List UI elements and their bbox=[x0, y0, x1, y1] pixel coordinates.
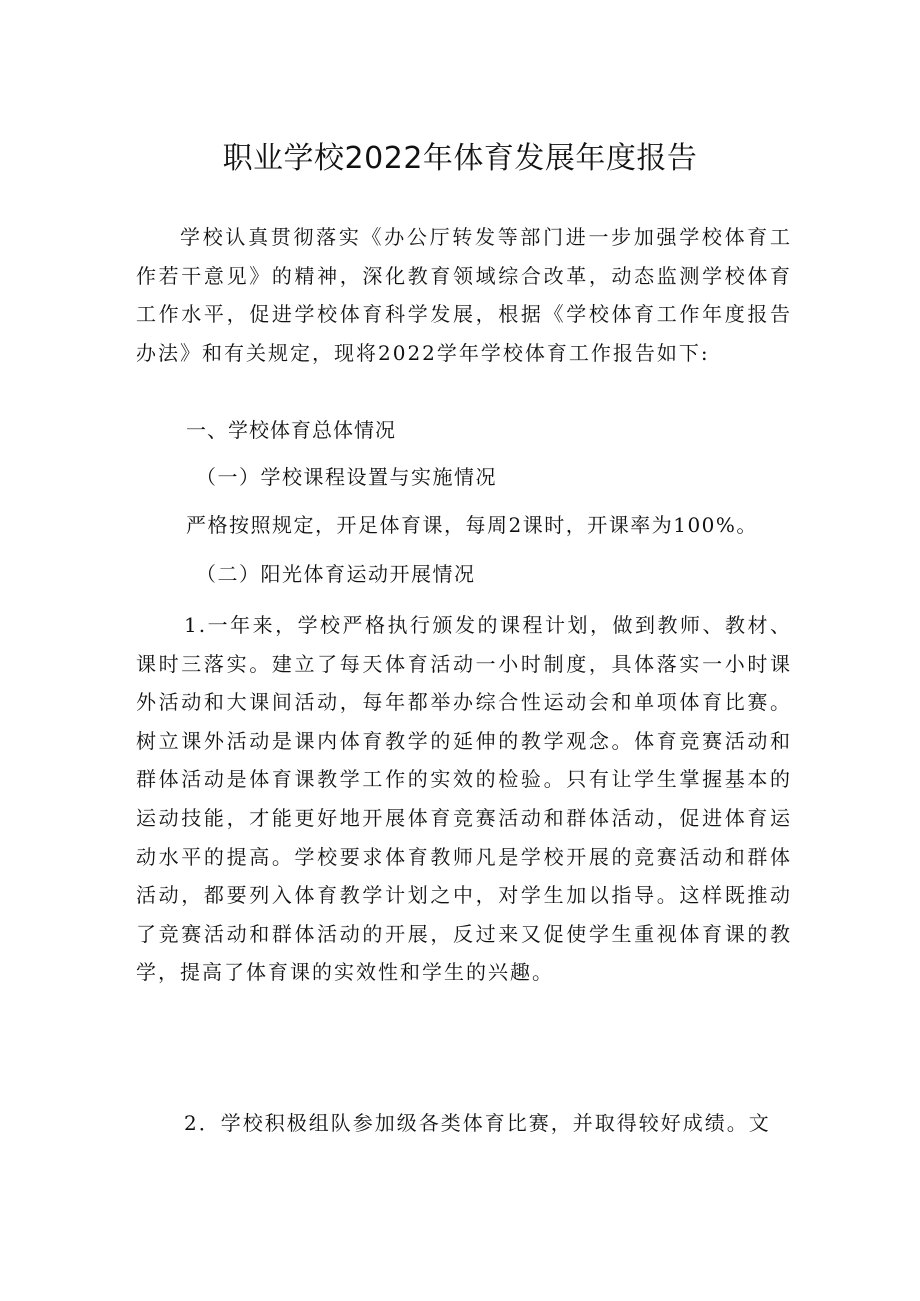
subsection-heading-curriculum: （一）学校课程设置与实施情况 bbox=[196, 465, 497, 489]
intro-paragraph: 学校认真贯彻落实《办公厅转发等部门进一步加强学校体育工作若干意见》的精神，深化教育领域综合改革，动态监测学校体育工作水平，促进学校体育科学发展，根据《学校体育工作年度报告办法》和有关规定，现将2022学年学校体育工作报告如下: bbox=[136, 225, 792, 365]
subsection-heading-sunshine-sports: （二）阳光体育运动开展情况 bbox=[196, 562, 476, 586]
curriculum-paragraph: 严格按照规定，开足体育课，每周2课时，开课率为100%。 bbox=[186, 513, 758, 537]
section-heading-overall: 一、学校体育总体情况 bbox=[186, 418, 396, 442]
item-2-paragraph: 2．学校积极组队参加级各类体育比赛，并取得较好成绩。文 bbox=[184, 1111, 771, 1135]
document-title: 职业学校2022年体育发展年度报告 bbox=[222, 141, 698, 176]
item-1-paragraph: 1.一年来，学校严格执行颁发的课程计划，做到教师、教材、课时三落实。建立了每天体育活动一小时制度，具体落实一小时课外活动和大课间活动，每年都举办综合性运动会和单项体育比赛。树立课外活动是课内体育教学的延伸的教学观念。体育竞赛活动和群体活动是体育课教学工作的实效的检验。只有让学生掌握基本的运动技能，才能更好地开展体育竞赛活动和群体活动，促进体育运动水平的提高。学校要求体育教师凡是学校开展的竞赛活动和群体活动，都要列入体育教学计划之中，对学生加以指导。这样既推动了竞赛活动和群体活动的开展，反过来又促使学生重视体育课的教学，提高了体育课的实效性和学生的兴趣。 bbox=[136, 613, 792, 985]
